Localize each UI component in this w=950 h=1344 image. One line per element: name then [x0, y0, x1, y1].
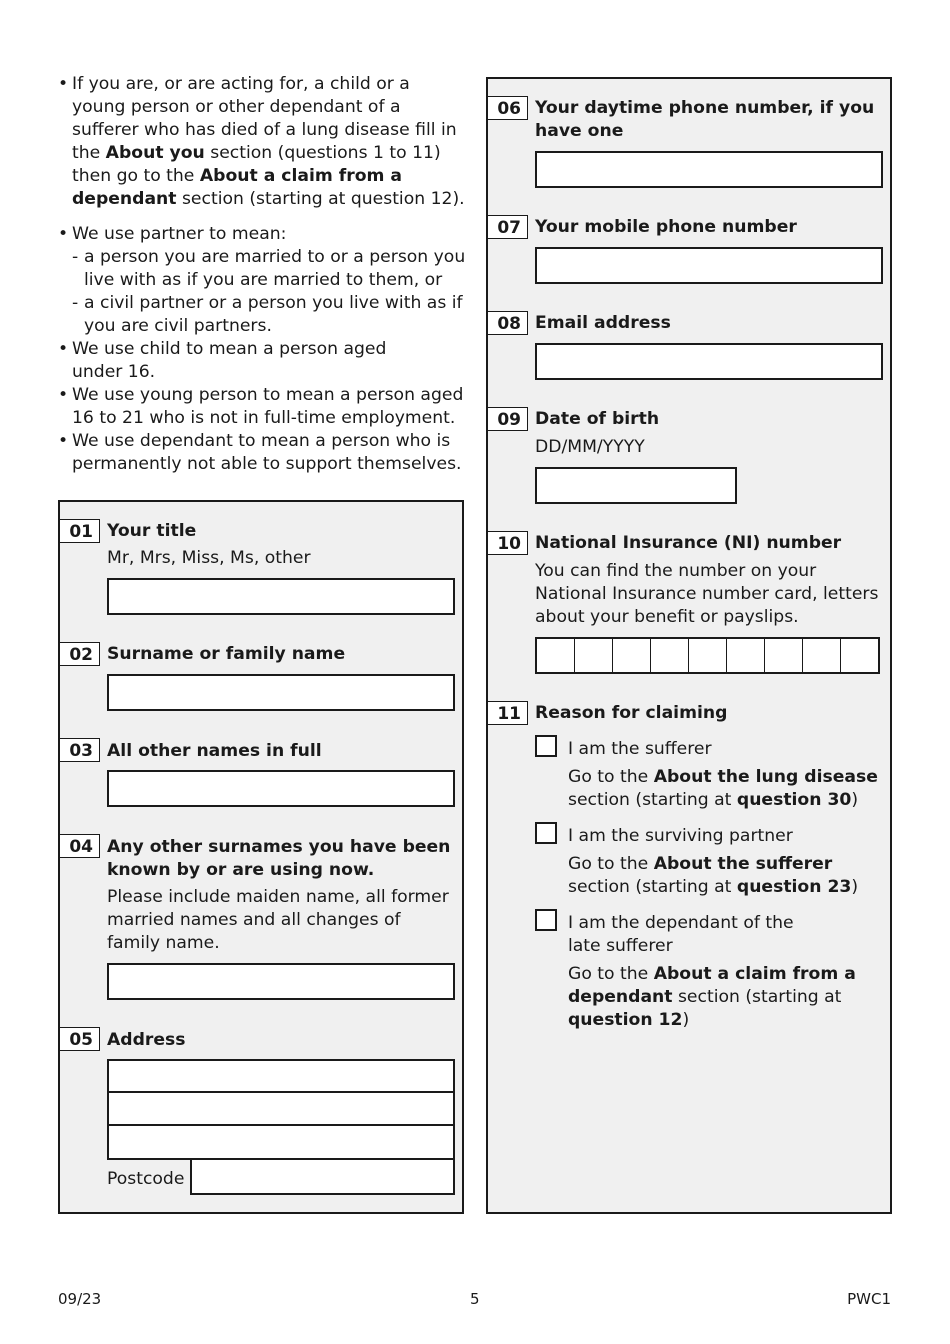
q10-hint: You can find the number on your National Insurance number card, letters about your benefit or payslips. — [535, 561, 879, 627]
intro-bullet-dependant: • If you are, or are acting for, a child or a young person or other dependant of a sufferer who has died of a lung disease fill in the About you section (questions 1 to 11) then go to the About a claim from a dependant section (starting at question 12). — [58, 73, 468, 211]
dependant-hint: Go to the About a claim from a dependant section (starting at question 12) — [568, 964, 856, 1030]
ni-cell[interactable] — [575, 639, 613, 672]
q02-number: 02 — [60, 642, 100, 666]
q04-hint: Please include maiden name, all former married names and all changes of family name. — [107, 887, 449, 953]
surviving-partner-hint: Go to the About the sufferer section (starting at question 23) — [568, 854, 859, 897]
q09-hint: DD/MM/YYYY — [535, 437, 645, 457]
dependant-label: I am the dependant of the late sufferer — [568, 913, 794, 956]
q04-number: 04 — [60, 834, 100, 858]
left-question-panel — [58, 500, 464, 1214]
mobile-phone-input[interactable] — [535, 247, 883, 284]
intro-bullet-young-person: • We use young person to mean a person aged 16 to 21 who is not in full-time employment. — [58, 384, 468, 430]
ni-cell[interactable] — [803, 639, 841, 672]
ni-cell[interactable] — [537, 639, 575, 672]
daytime-phone-input[interactable] — [535, 151, 883, 188]
q07-number: 07 — [488, 215, 528, 239]
q04-title: Any other surnames you have been known by or are using now. — [107, 837, 451, 880]
sufferer-checkbox[interactable] — [535, 735, 557, 757]
other-surnames-input[interactable] — [107, 963, 455, 1000]
dependant-checkbox[interactable] — [535, 909, 557, 931]
ni-cell[interactable] — [765, 639, 803, 672]
intro-bullet-partner: • We use partner to mean: — [58, 223, 468, 246]
postcode-input[interactable] — [190, 1158, 455, 1195]
sufferer-label: I am the sufferer — [568, 739, 712, 759]
address-line-1-input[interactable] — [107, 1059, 455, 1093]
right-question-panel — [486, 77, 892, 1214]
q11-title: Reason for claiming — [535, 703, 728, 723]
other-names-input[interactable] — [107, 770, 455, 807]
q06-number: 06 — [488, 96, 528, 120]
q03-number: 03 — [60, 738, 100, 762]
footer-form-code: PWC1 — [847, 1290, 891, 1308]
q08-number: 08 — [488, 311, 528, 335]
q09-title: Date of birth — [535, 409, 660, 429]
surviving-partner-checkbox[interactable] — [535, 822, 557, 844]
ni-cell[interactable] — [651, 639, 689, 672]
ni-cell[interactable] — [727, 639, 765, 672]
surname-input[interactable] — [107, 674, 455, 711]
address-line-2-input[interactable] — [107, 1091, 455, 1126]
q09-number: 09 — [488, 407, 528, 431]
date-of-birth-input[interactable] — [535, 467, 737, 504]
intro-sub-civil: - a civil partner or a person you live with as if you are civil partners. — [58, 292, 468, 338]
footer-page-number: 5 — [470, 1290, 480, 1308]
q07-title: Your mobile phone number — [535, 217, 797, 237]
q05-title: Address — [107, 1030, 186, 1050]
address-line-3-input[interactable] — [107, 1124, 455, 1160]
q10-number: 10 — [488, 531, 528, 555]
ni-cell[interactable] — [841, 639, 878, 672]
ni-cell[interactable] — [613, 639, 651, 672]
q02-title: Surname or family name — [107, 644, 346, 664]
q11-number: 11 — [488, 701, 528, 725]
q03-title: All other names in full — [107, 741, 322, 761]
intro-sub-married: - a person you are married to or a person you live with as if you are married to them, or — [58, 246, 468, 292]
sufferer-hint: Go to the About the lung disease section (starting at question 30) — [568, 767, 878, 810]
q01-title: Your title — [107, 521, 197, 541]
q01-number: 01 — [60, 519, 100, 543]
footer-date: 09/23 — [58, 1290, 102, 1308]
intro-notes — [58, 73, 468, 476]
ni-number-input[interactable] — [535, 637, 880, 674]
postcode-label: Postcode — [107, 1169, 185, 1189]
q01-hint: Mr, Mrs, Miss, Ms, other — [107, 548, 311, 568]
ni-cell[interactable] — [689, 639, 727, 672]
q08-title: Email address — [535, 313, 671, 333]
title-input[interactable] — [107, 578, 455, 615]
surviving-partner-label: I am the surviving partner — [568, 826, 793, 846]
q05-number: 05 — [60, 1027, 100, 1051]
intro-bullet-dependant-def: • We use dependant to mean a person who is permanently not able to support themselves. — [58, 430, 468, 476]
q10-title: National Insurance (NI) number — [535, 533, 842, 553]
intro-bullet-child: • We use child to mean a person aged under 16. — [58, 338, 392, 384]
q06-title: Your daytime phone number, if you have one — [535, 98, 875, 141]
email-input[interactable] — [535, 343, 883, 380]
